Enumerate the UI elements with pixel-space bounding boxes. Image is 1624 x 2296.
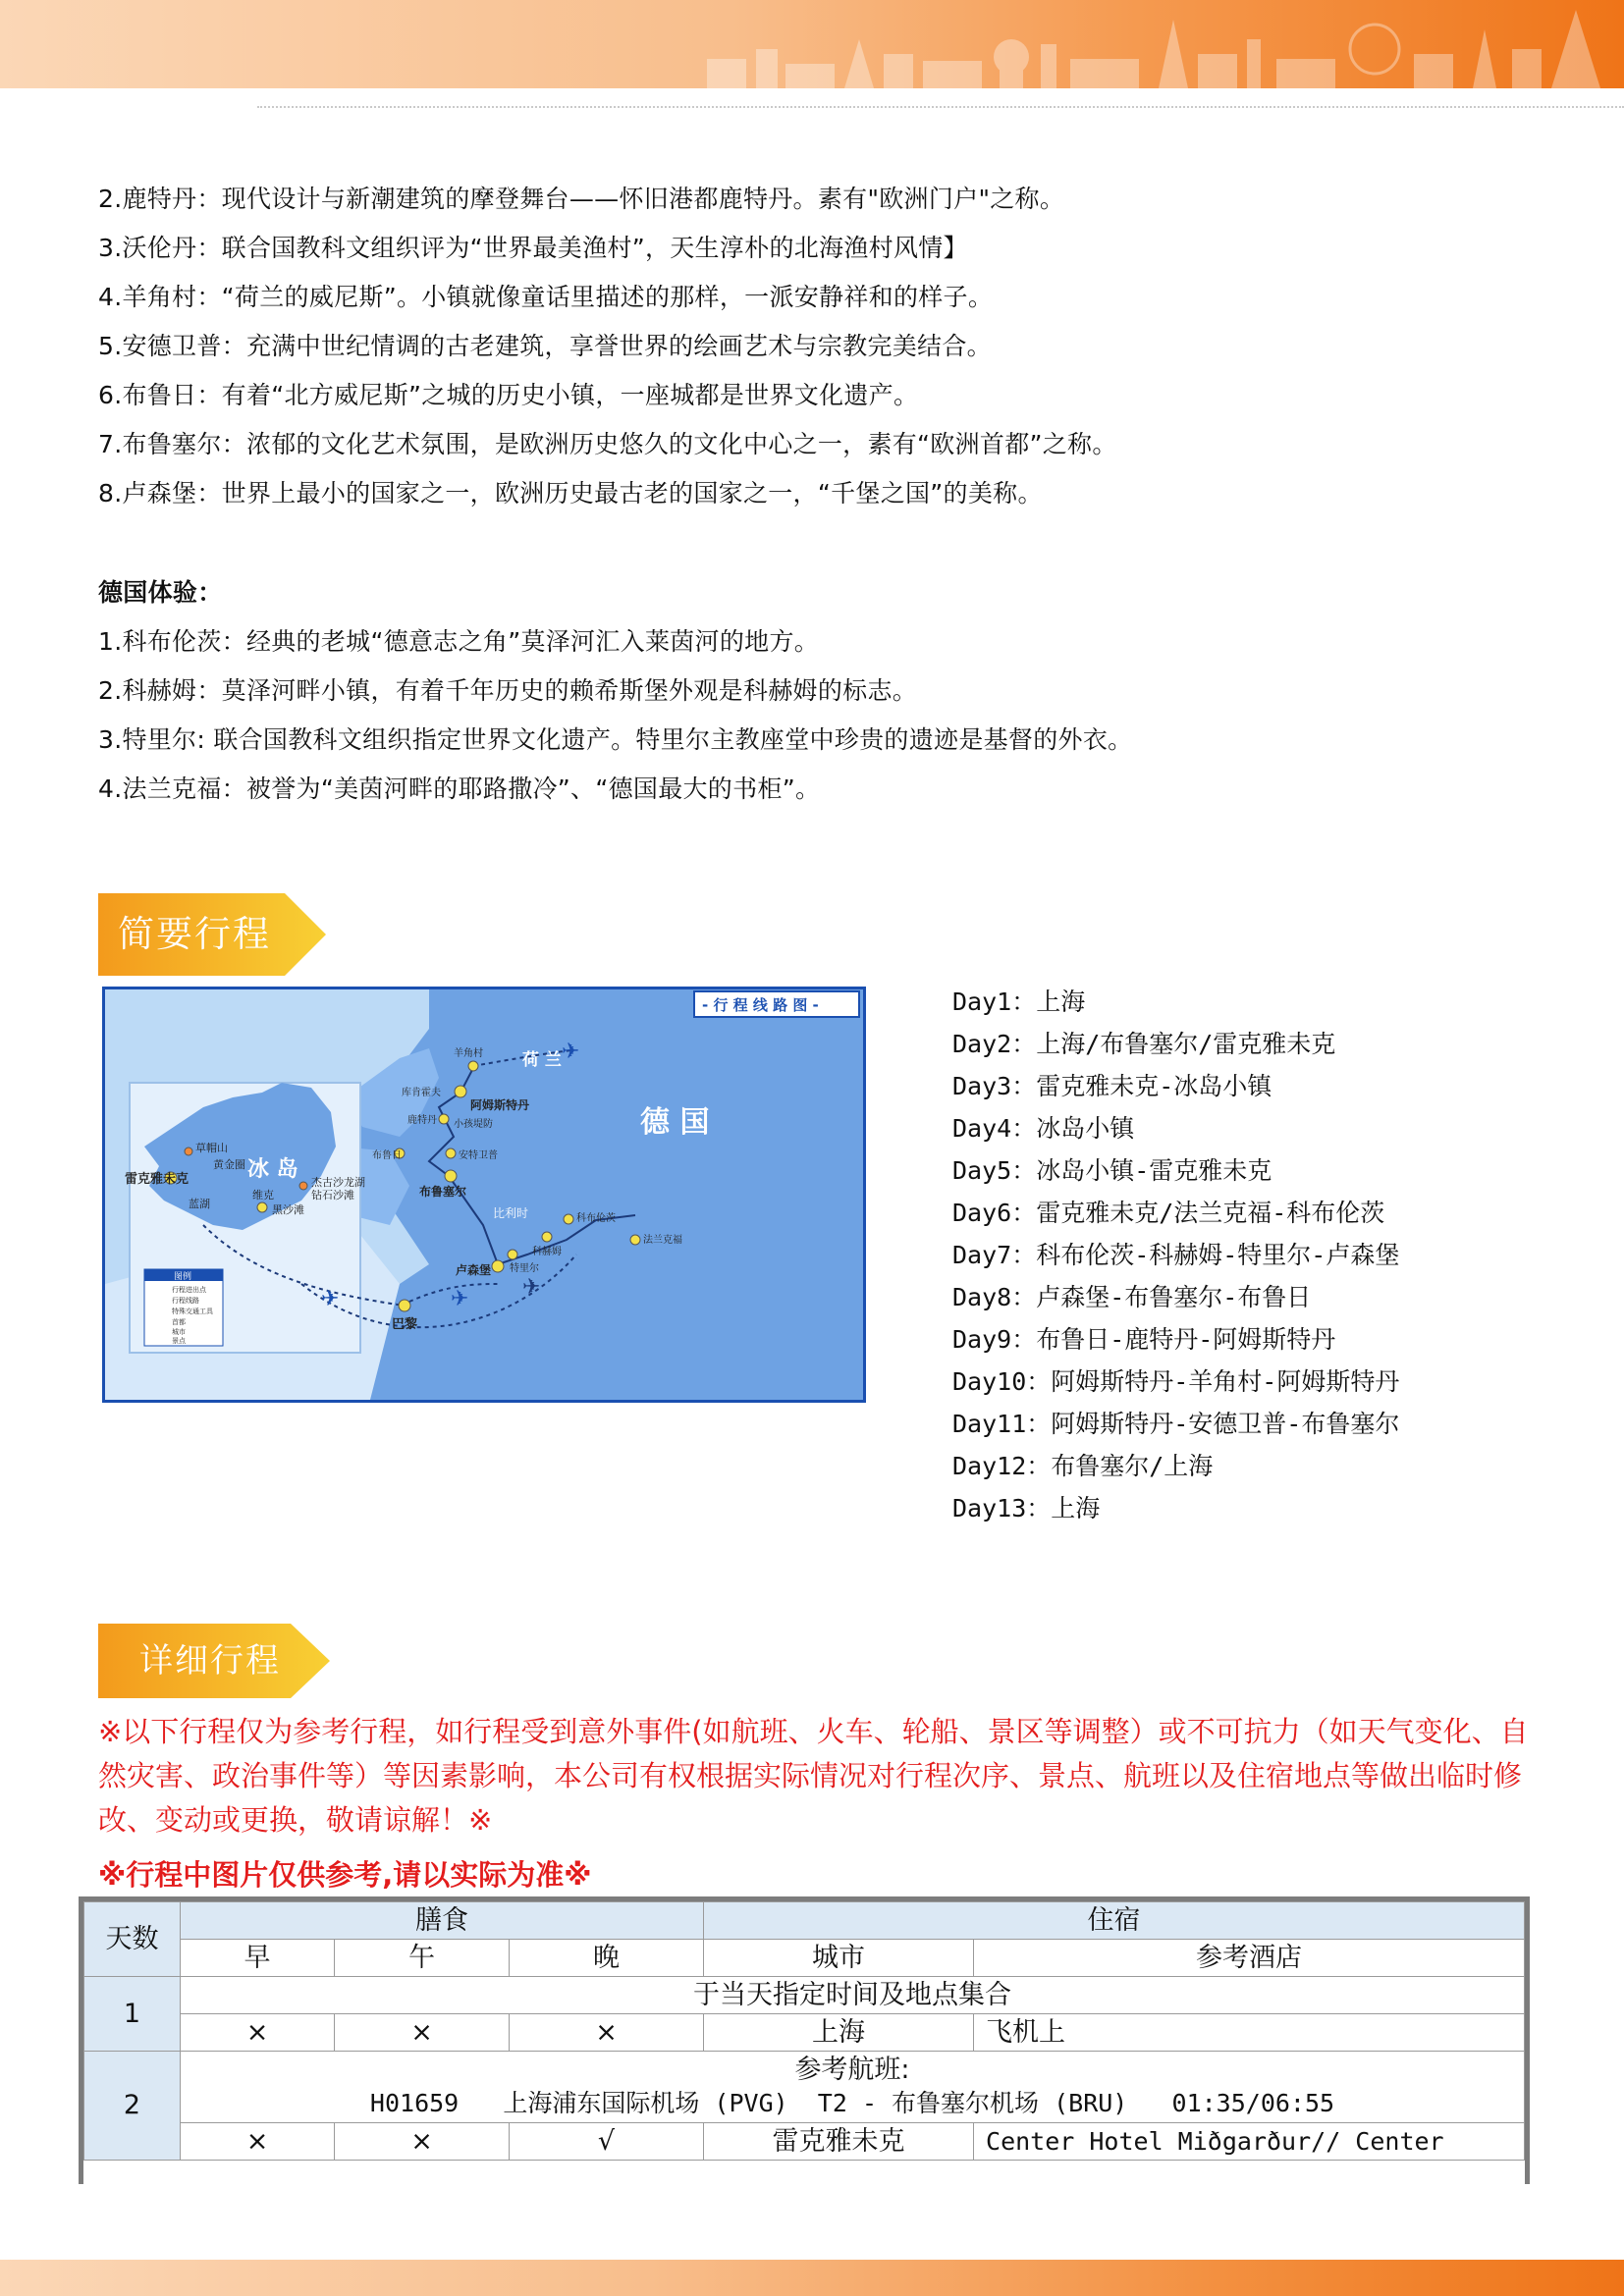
flight-detail: H01659 上海浦东国际机场 (PVG) T2 - 布鲁塞尔机场 (BRU) 01:35/06:55 <box>369 2089 1335 2117</box>
map-city-label: 草帽山 <box>195 1142 228 1154</box>
brief-itinerary-title: 简要行程 <box>118 913 271 955</box>
map-legend-item: 行程线路 <box>172 1297 199 1305</box>
map-city-marker <box>185 1148 192 1155</box>
image-notice: ※行程中图片仅供参考,请以实际为准※ <box>98 1858 592 1892</box>
route-map-graphic <box>105 989 863 1400</box>
header-city: 城市 <box>704 1940 974 1977</box>
stay-hotel: Center Hotel Miðgarður// Center <box>974 2123 1525 2161</box>
airplane-icon: ✈ <box>321 1287 340 1311</box>
list-item: 8.卢森堡：世界上最小的国家之一，欧洲历史最古老的国家之一，“千堡之国”的美称。 <box>98 479 1043 507</box>
map-city-label: 黄金圈 <box>213 1158 245 1171</box>
stay-hotel: 飞机上 <box>974 2014 1525 2052</box>
map-city-label: 蓝湖 <box>189 1198 210 1210</box>
day-item: Day10：阿姆斯特丹-羊角村-阿姆斯特丹 <box>952 1367 1400 1396</box>
footer-band <box>0 2260 1624 2296</box>
map-city-label: 钻石沙滩 <box>311 1189 354 1201</box>
flight-title: 参考航班: <box>794 2055 910 2085</box>
detail-itinerary-title: 详细行程 <box>139 1641 281 1681</box>
meal-lunch: × <box>335 2014 510 2052</box>
list-item: 5.安德卫普：充满中世纪情调的古老建筑，享誉世界的绘画艺术与宗教完美结合。 <box>98 332 992 360</box>
map-city-label: 科赫姆 <box>532 1247 562 1257</box>
itinerary-notice: ※以下行程仅为参考行程，如行程受到意外事件(如航班、火车、轮船、景区等调整）或不可抗力（如天气变化、自然灾害、政治事件等）等因素影响，本公司有权根据实际情况对行程次序、景点、航班以及住宿地点等做出临时修改、变动或更换，敬请谅解！※ <box>98 1715 1529 1837</box>
list-item: 7.布鲁塞尔：浓郁的文化艺术氛围，是欧洲历史悠久的文化中心之一，素有“欧洲首都”之称。 <box>98 430 1117 458</box>
map-city-marker <box>492 1260 504 1272</box>
day-item: Day1：上海 <box>952 988 1086 1016</box>
header-breakfast: 早 <box>181 1940 335 1977</box>
header-stay: 住宿 <box>704 1902 1525 1940</box>
detail-itinerary-banner <box>98 1624 330 1706</box>
day-item: Day12：布鲁塞尔/上海 <box>952 1452 1214 1480</box>
map-city-label: 库肯霍夫 <box>402 1088 441 1098</box>
list-item: 2.鹿特丹：现代设计与新潮建筑的摩登舞台——怀旧港都鹿特丹。素有"欧洲门户"之称。 <box>98 185 1065 213</box>
day-item: Day8：卢森堡-布鲁塞尔-布鲁日 <box>952 1283 1312 1311</box>
skyline-decoration <box>687 10 1624 88</box>
header-dinner: 晚 <box>510 1940 704 1977</box>
map-city-label: 法兰克福 <box>643 1235 682 1246</box>
day-item: Day7：科布伦茨-科赫姆-特里尔-卢森堡 <box>952 1241 1400 1269</box>
day-item: Day5：冰岛小镇-雷克雅未克 <box>952 1156 1272 1185</box>
map-netherlands-label: 荷 兰 <box>522 1050 562 1070</box>
itinerary-table <box>79 1896 1530 2184</box>
header-day: 天数 <box>84 1902 181 1977</box>
map-city-label: 安特卫普 <box>459 1150 498 1161</box>
map-city-label: 卢森堡 <box>456 1263 492 1277</box>
header-meals: 膳食 <box>181 1902 704 1940</box>
map-city-label: 雷克雅未克 <box>125 1172 189 1187</box>
map-city-marker <box>446 1148 456 1158</box>
airplane-icon: ✈ <box>451 1287 469 1311</box>
list-item: 2.科赫姆：莫泽河畔小镇，有着千年历史的赖希斯堡外观是科赫姆的标志。 <box>98 676 918 705</box>
map-city-label: 小孩堤防 <box>454 1119 493 1130</box>
map-germany-label: 德 国 <box>640 1105 710 1140</box>
map-belgium-label: 比利时 <box>493 1206 529 1220</box>
flight-info <box>181 2052 1525 2123</box>
map-city-label: 羊角村 <box>454 1048 483 1059</box>
header-band <box>0 0 1624 88</box>
day-cell: 2 <box>84 2052 181 2161</box>
header-hotel: 参考酒店 <box>974 1940 1525 1977</box>
map-legend-item: 特殊交通工具 <box>172 1308 213 1315</box>
map-city-label: 特里尔 <box>510 1263 539 1274</box>
day-item: Day4：冰岛小镇 <box>952 1114 1135 1143</box>
list-item: 4.法兰克福：被誉为“美茵河畔的耶路撒冷”、“德国最大的书柜”。 <box>98 774 821 803</box>
map-city-marker <box>630 1235 640 1245</box>
map-city-marker <box>399 1300 410 1311</box>
map-city-label: 杰古沙龙湖 <box>311 1176 365 1189</box>
map-city-marker <box>439 1114 449 1124</box>
map-city-label: 科布伦茨 <box>576 1213 616 1224</box>
map-city-marker <box>508 1250 517 1259</box>
day-item: Day2：上海/布鲁塞尔/雷克雅未克 <box>952 1030 1336 1058</box>
map-city-marker <box>445 1170 457 1182</box>
airplane-icon: ✈ <box>522 1275 541 1300</box>
map-legend-item: 首都 <box>172 1318 186 1326</box>
meal-lunch: × <box>335 2123 510 2161</box>
day-item: Day6：雷克雅未克/法兰克福-科布伦茨 <box>952 1199 1385 1227</box>
list-item: 1.科布伦茨：经典的老城“德意志之角”莫泽河汇入莱茵河的地方。 <box>98 627 820 656</box>
day-item: Day3：雷克雅未克-冰岛小镇 <box>952 1072 1272 1100</box>
header-divider <box>257 106 1624 108</box>
map-city-marker <box>468 1061 478 1071</box>
map-city-label: 阿姆斯特丹 <box>470 1098 530 1112</box>
list-item: 4.羊角村：“荷兰的威尼斯”。小镇就像童话里描述的那样，一派安静祥和的样子。 <box>98 283 994 311</box>
brief-itinerary-banner <box>98 893 326 976</box>
map-legend-item: 行程进出点 <box>172 1286 206 1294</box>
day-cell: 1 <box>84 1977 181 2052</box>
map-city-marker <box>299 1182 307 1190</box>
day-item: Day11：阿姆斯特丹-安德卫普-布鲁塞尔 <box>952 1410 1400 1438</box>
list-item: 3.特里尔: 联合国教科文组织指定世界文化遗产。特里尔主教座堂中珍贵的遗迹是基督的外衣。 <box>98 725 1133 754</box>
map-tag: - 行 程 线 路 图 - <box>702 996 819 1014</box>
map-legend-item: 景点 <box>172 1337 186 1345</box>
map-city-label: 布鲁日 <box>372 1150 402 1161</box>
map-city-marker <box>542 1232 552 1242</box>
map-city-label: 巴黎 <box>392 1317 418 1332</box>
meal-breakfast: × <box>181 2014 335 2052</box>
list-item: 6.布鲁日：有着“北方威尼斯”之城的历史小镇，一座城都是世界文化遗产。 <box>98 381 919 409</box>
route-map <box>102 987 866 1403</box>
map-city-marker <box>257 1202 267 1212</box>
map-city-label: 鹿特丹 <box>407 1115 437 1126</box>
day-item: Day9：布鲁日-鹿特丹-阿姆斯特丹 <box>952 1325 1336 1354</box>
map-city-marker <box>455 1086 466 1097</box>
day-item: Day13：上海 <box>952 1494 1101 1522</box>
header-lunch: 午 <box>335 1940 510 1977</box>
meal-dinner: × <box>510 2014 704 2052</box>
stay-city: 上海 <box>704 2014 974 2052</box>
map-iceland-label: 冰 岛 <box>247 1157 298 1182</box>
stay-city: 雷克雅未克 <box>704 2123 974 2161</box>
list-item: 3.沃伦丹：联合国教科文组织评为“世界最美渔村”，天生淳朴的北海渔村风情】 <box>98 234 968 262</box>
map-legend-item: 城市 <box>172 1328 186 1336</box>
meal-breakfast: × <box>181 2123 335 2161</box>
map-city-label: 黑沙滩 <box>272 1203 304 1216</box>
germany-heading: 德国体验： <box>98 578 223 607</box>
gather-note: 于当天指定时间及地点集合 <box>181 1977 1525 2014</box>
meal-dinner: √ <box>510 2123 704 2161</box>
map-legend-title: 图例 <box>174 1272 192 1282</box>
map-city-label: 布鲁塞尔 <box>419 1185 467 1199</box>
map-city-label: 维克 <box>252 1189 274 1201</box>
airplane-icon: ✈ <box>562 1040 580 1064</box>
map-city-marker <box>564 1214 573 1224</box>
